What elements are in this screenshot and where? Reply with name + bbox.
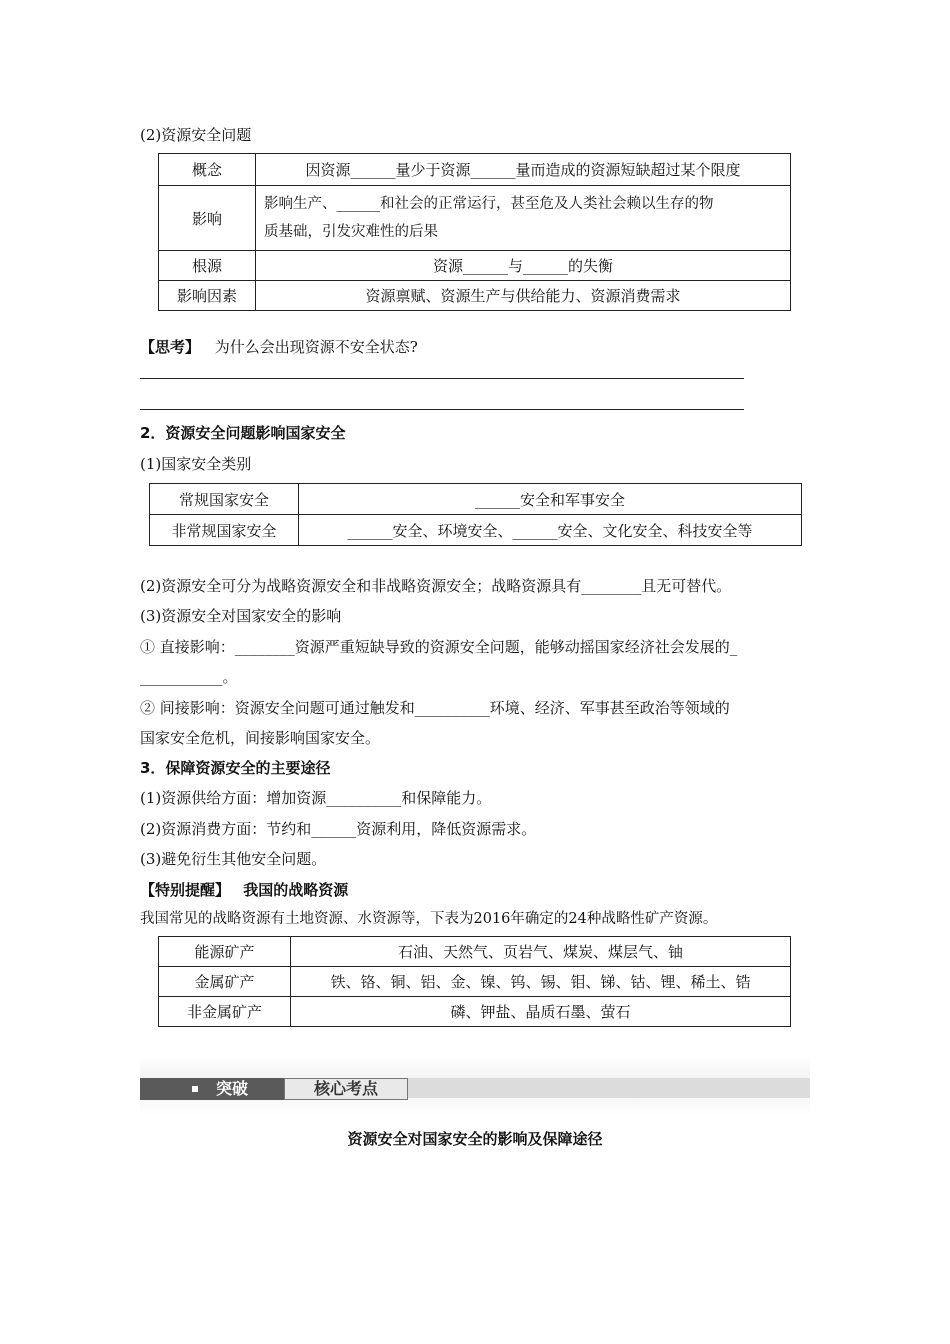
square-bullet-icon — [192, 1086, 198, 1092]
tip-title: 我国的战略资源 — [243, 881, 349, 899]
paragraph: (2)资源消费方面：节约和______资源利用，降低资源需求。 — [140, 820, 537, 838]
table-row — [159, 281, 791, 311]
content-line: 影响生产、______和社会的正常运行，甚至危及人类社会赖以生存的物 — [264, 196, 714, 212]
heading-2: 2．资源安全问题影响国家安全 — [140, 424, 346, 442]
paragraph: (2)资源安全可分为战略资源安全和非战略资源安全；战略资源具有________且无可替代。 — [140, 577, 732, 595]
row-content: 因资源______量少于资源______量而造成的资源短缺超过某个限度 — [256, 154, 791, 186]
row-label: 影响因素 — [159, 281, 256, 311]
paragraph: (3)资源安全对国家安全的影响 — [140, 607, 342, 625]
row-content: 磷、钾盐、晶质石墨、萤石 — [291, 997, 791, 1027]
table-row — [150, 484, 802, 515]
table-row — [150, 515, 802, 546]
think-text: 为什么会出现资源不安全状态? — [214, 338, 418, 356]
section-2-heading: (2)资源安全问题 — [140, 126, 252, 144]
row-content: 资源禀赋、资源生产与供给能力、资源消费需求 — [256, 281, 791, 311]
table-row — [159, 967, 791, 997]
national-security-categories: (1)国家安全类别 — [140, 455, 252, 473]
table-row — [159, 186, 791, 251]
paragraph: (1)资源供给方面：增加资源__________和保障能力。 — [140, 789, 492, 807]
row-label: 金属矿产 — [159, 967, 291, 997]
paragraph: ① 直接影响：________资源严重短缺导致的资源安全问题，能够动摇国家经济社会发展的_ — [140, 638, 738, 656]
special-tip — [140, 879, 348, 901]
row-content: 铁、铬、铜、铝、金、镍、钨、锡、钼、锑、钴、锂、稀土、锆 — [291, 967, 791, 997]
row-label: 非常规国家安全 — [150, 515, 299, 546]
resource-security-table — [158, 153, 791, 311]
paragraph: (3)避免衍生其他安全问题。 — [140, 850, 327, 868]
row-label: 根源 — [159, 251, 256, 281]
row-label: 能源矿产 — [159, 937, 291, 967]
section-banner — [140, 1056, 810, 1116]
table-row — [159, 154, 791, 186]
national-security-table — [149, 483, 802, 546]
think-question — [140, 336, 418, 358]
banner-left — [140, 1078, 284, 1100]
think-tag: 【思考】 — [140, 338, 201, 356]
paragraph: 国家安全危机，间接影响国家安全。 — [140, 729, 381, 747]
table-row — [159, 997, 791, 1027]
row-content: 石油、天然气、页岩气、煤炭、煤层气、铀 — [291, 937, 791, 967]
tip-tag: 【特别提醒】 — [140, 881, 231, 899]
banner-left-label: 突破 — [216, 1079, 249, 1098]
banner-right: 核心考点 — [284, 1078, 408, 1100]
table-row — [159, 937, 791, 967]
strategic-minerals-table — [158, 936, 791, 1027]
table-row — [159, 251, 791, 281]
row-label: 常规国家安全 — [150, 484, 299, 515]
row-content — [256, 186, 791, 251]
heading-3: 3．保障资源安全的主要途径 — [140, 759, 331, 777]
row-content: 资源______与______的失衡 — [256, 251, 791, 281]
row-label: 非金属矿产 — [159, 997, 291, 1027]
paragraph: ___________。 — [140, 668, 238, 686]
content-line: 质基础，引发灾难性的后果 — [264, 224, 438, 240]
row-label: 影响 — [159, 186, 256, 251]
answer-line — [140, 378, 744, 379]
paragraph: ② 间接影响：资源安全问题可通过触发和__________环境、经济、军事甚至政治等领域的 — [140, 699, 730, 717]
answer-line — [140, 409, 744, 410]
section-title: 资源安全对国家安全的影响及保障途径 — [347, 1130, 603, 1148]
tip-text: 我国常见的战略资源有土地资源、水资源等，下表为2016年确定的24种战略性矿产资源。 — [140, 911, 718, 927]
row-label: 概念 — [159, 154, 256, 186]
row-content: ______安全、环境安全、______安全、文化安全、科技安全等 — [299, 515, 802, 546]
row-content: ______安全和军事安全 — [299, 484, 802, 515]
